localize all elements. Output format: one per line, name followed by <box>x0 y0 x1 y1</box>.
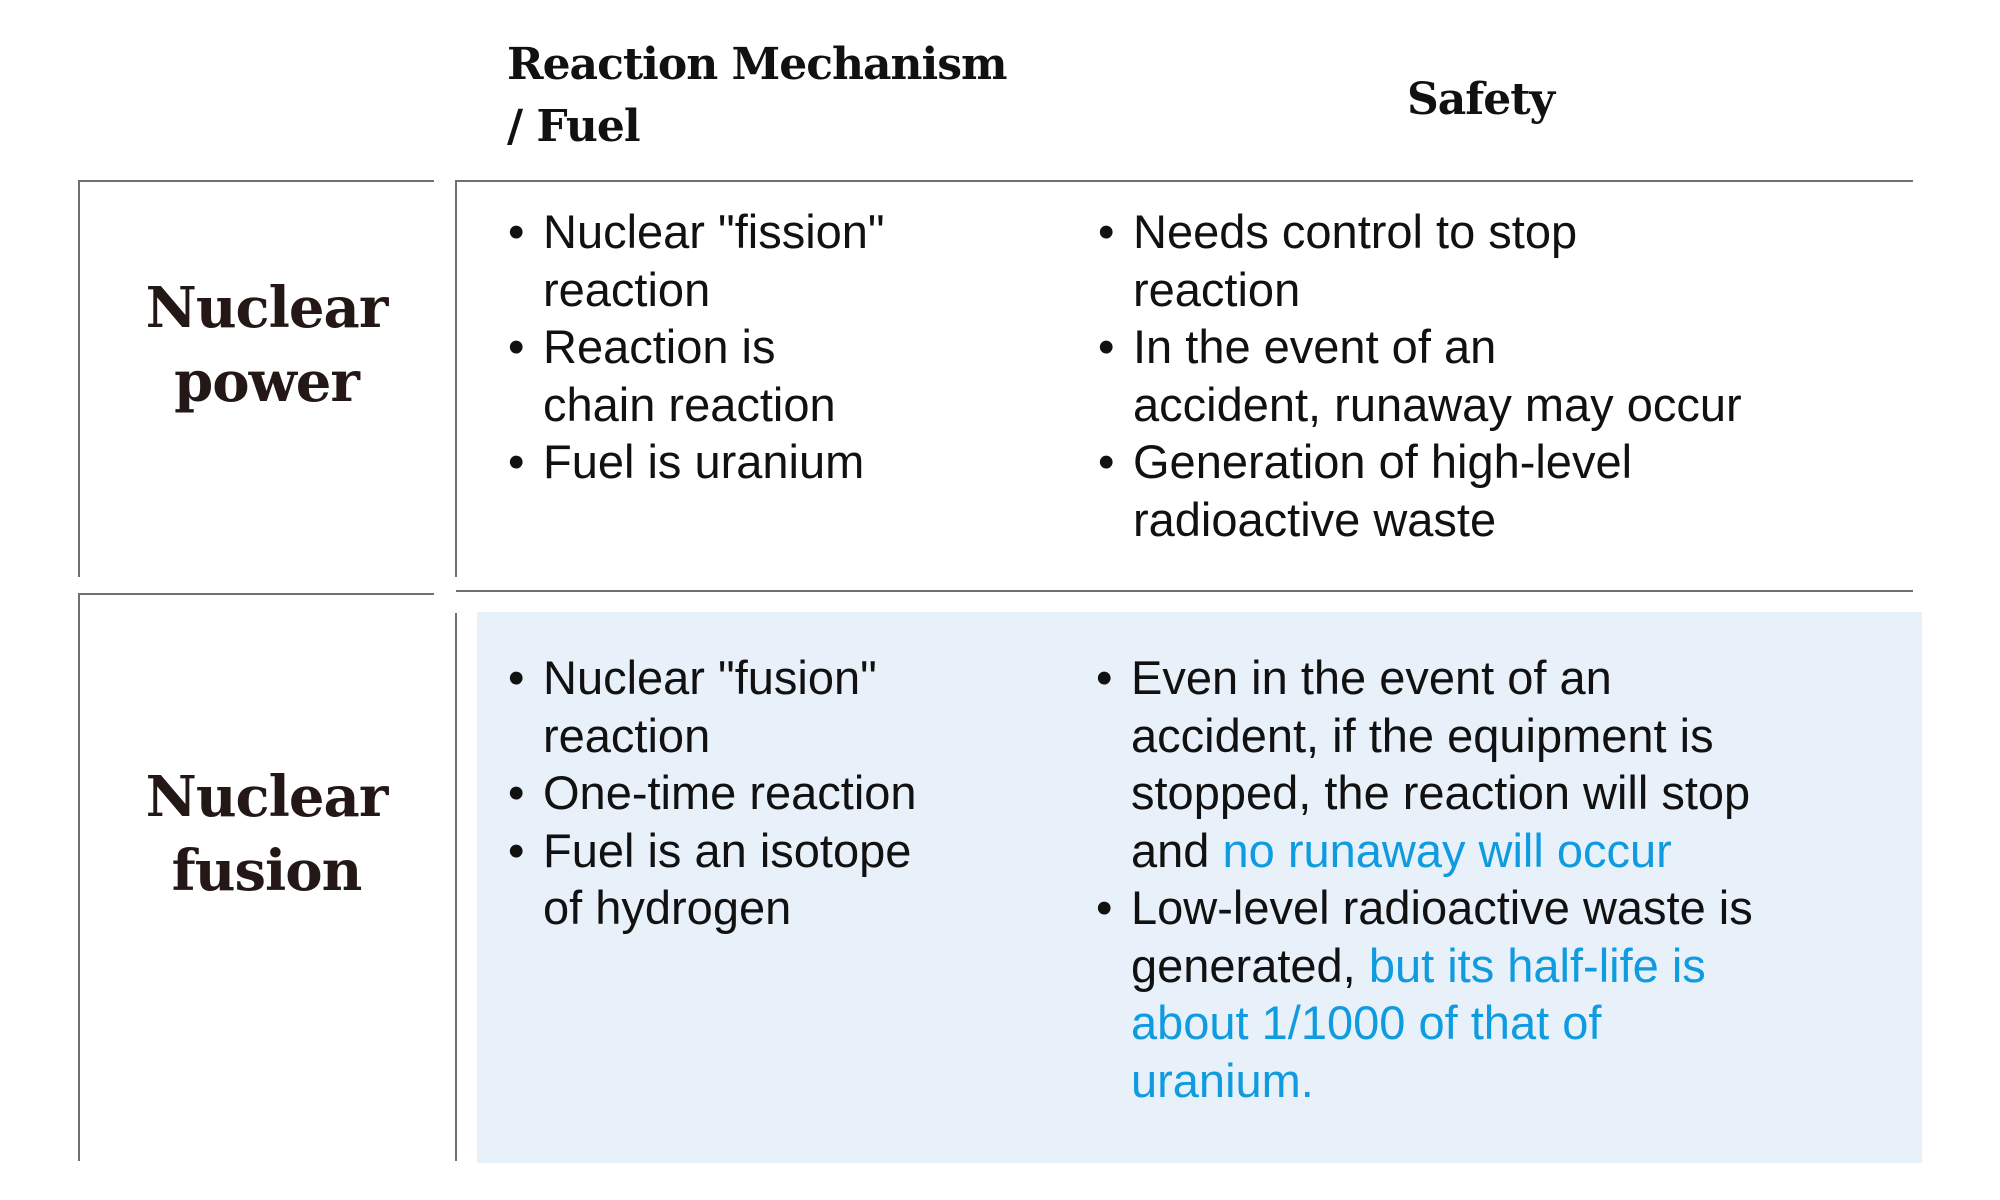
list-item <box>1096 203 1742 318</box>
divider-right-middle <box>456 590 1913 592</box>
list-item <box>506 649 917 764</box>
list-item <box>506 433 885 491</box>
row-label-nuclear-fusion <box>78 760 455 908</box>
row-label-line1: Nuclear <box>145 764 388 830</box>
item-text: Needs control to stop <box>1133 205 1578 258</box>
item-text: generated, <box>1131 938 1369 992</box>
item-text: Reaction is <box>543 320 776 373</box>
item-text: Generation of high-level <box>1133 435 1633 488</box>
list-item <box>1094 649 1753 879</box>
list-item <box>1096 433 1742 548</box>
divider-mid-col-row1 <box>455 180 457 577</box>
bullet-icon: • <box>1098 435 1115 488</box>
item-text: Nuclear "fission" <box>543 205 885 258</box>
power-safety-list <box>1096 203 1742 548</box>
divider-right-top <box>456 180 1913 182</box>
item-text: reaction <box>543 262 711 316</box>
power-mechanism-list <box>506 203 885 491</box>
fusion-mechanism-list <box>506 649 917 937</box>
item-text: stopped, the reaction will stop <box>1131 766 1751 819</box>
bullet-icon: • <box>1098 205 1115 258</box>
divider-mid-col-row2 <box>455 613 457 1161</box>
header-reaction-mechanism-fuel <box>507 34 1007 158</box>
list-item <box>1096 318 1742 433</box>
bullet-icon: • <box>508 766 525 819</box>
item-text: and <box>1131 823 1223 877</box>
header-col1-line1: Reaction Mechanism <box>507 39 1007 90</box>
row-label-nuclear-power <box>78 271 455 419</box>
highlighted-text: about 1/1000 of that of <box>1131 996 1602 1049</box>
list-item <box>506 318 885 433</box>
item-text: radioactive waste <box>1133 492 1497 546</box>
highlighted-text: but its half-life is <box>1368 938 1706 992</box>
item-text: Fuel is uranium <box>543 435 865 488</box>
bullet-icon: • <box>508 205 525 258</box>
bullet-icon: • <box>508 823 525 877</box>
header-col1-line2: / Fuel <box>507 101 640 152</box>
item-text: reaction <box>543 708 711 762</box>
divider-left-middle <box>78 593 434 595</box>
bullet-icon: • <box>508 651 525 704</box>
list-item <box>1094 879 1753 1109</box>
row-label-line2: power <box>174 349 359 415</box>
row-label-line1: Nuclear <box>145 275 388 341</box>
divider-left-top <box>78 180 434 182</box>
item-text: Low-level radioactive waste is <box>1131 881 1753 934</box>
item-text: One-time reaction <box>543 766 917 819</box>
item-text: reaction <box>1133 262 1301 316</box>
fusion-safety-list <box>1094 649 1753 1109</box>
bullet-icon: • <box>508 435 525 488</box>
item-text: Fuel is an isotope <box>543 823 912 877</box>
bullet-icon: • <box>1096 651 1113 704</box>
list-item <box>506 764 917 822</box>
bullet-icon: • <box>508 320 525 373</box>
item-text: accident, if the equipment is <box>1131 708 1714 762</box>
item-text: chain reaction <box>543 377 836 431</box>
list-item <box>506 822 917 937</box>
item-text: Even in the event of an <box>1131 651 1612 704</box>
row-label-line2: fusion <box>171 838 362 904</box>
item-text: of hydrogen <box>543 881 792 934</box>
header-safety: Safety <box>1407 74 1555 125</box>
item-text: accident, runaway may occur <box>1133 377 1742 431</box>
item-text: Nuclear "fusion" <box>543 651 877 704</box>
bullet-icon: • <box>1096 881 1113 934</box>
item-text: In the event of an <box>1133 320 1497 373</box>
bullet-icon: • <box>1098 320 1115 373</box>
list-item <box>506 203 885 318</box>
highlighted-text: uranium. <box>1131 1053 1314 1107</box>
highlighted-text: no runaway will occur <box>1222 823 1672 877</box>
